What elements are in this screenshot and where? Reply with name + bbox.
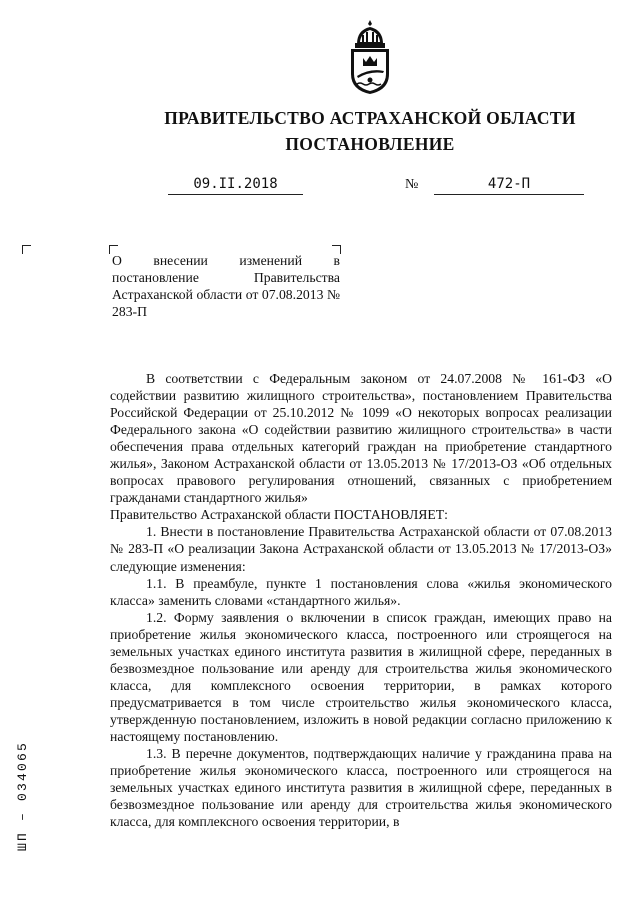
decree-line: Правительство Астраханской области ПОСТАНОВЛЯЕТ:: [110, 507, 448, 523]
document-type: ПОСТАНОВЛЕНИЕ: [285, 134, 455, 154]
document-date: 09.II.2018: [168, 176, 303, 195]
item-1-1-paragraph: 1.1. В преамбуле, пункте 1 постановления слова «жилья экономического класса» заменить словами «стандартного жилья».: [110, 575, 612, 608]
document-subject: О внесении изменений в постановление Правительства Астраханской области от 07.08.2013 № 283-П: [112, 253, 340, 319]
item-1-3-paragraph: 1.3. В перечне документов, подтверждающих наличие у гражданина права на приобретение жилья экономического класса, построенного или строящегося на земельных участках единого института развития в жилищной сфере, переданных в безвозмездное пользование или аренду для строительства жилья экономического класса, для комплексного освоения территории, в: [110, 746, 612, 830]
item-1-2-paragraph: 1.2. Форму заявления о включении в список граждан, имеющих право на приобретение жилья экономического класса, построенного или строящегося на земельных участках единого института развития в жилищной сфере, переданных в безвозмездное пользование или аренду для строительства жилья экономического класса, для комплексного освоения территории, в рамках которого предусматривается в том числе строительство жилья экономического класса, утвержденную постановлением, изложить в новой редакции согласно приложению к настоящему постановлению.: [110, 609, 612, 744]
document-body: [110, 370, 612, 830]
number-sign: №: [405, 177, 419, 192]
preamble-paragraph: В соответствии с Федеральным законом от 24.07.2008 № 161-ФЗ «О содействии развитию жилищного строительства», постановлением Правительства Российской Федерации от 25.10.2012 № 1099 «О некоторых вопросах реализации Федерального закона «О содействии развитию жилищного строительства» в части обеспечения права отдельных категорий граждан на приобретение стандартного жилья», Законом Астраханской области от 13.05.2013 № 17/2013-ОЗ «Об отдельных вопросах правового регулирования отношений, связанных с приобретением гражданами стандартного жилья»: [110, 371, 612, 506]
astrakhan-coat-of-arms-icon: [343, 18, 397, 96]
document-number: 472-П: [434, 176, 584, 195]
organization-title: ПРАВИТЕЛЬСТВО АСТРАХАНСКОЙ ОБЛАСТИ: [164, 108, 576, 128]
corner-mark-left: [22, 245, 31, 254]
item-1-paragraph: 1. Внести в постановление Правительства Астраханской области от 07.08.2013 № 283-П «О реализации Закона Астраханской области от 13.05.2013 № 17/2013-ОЗ» следующие изменения:: [110, 524, 612, 574]
form-serial-code: ШП – 034065: [15, 740, 30, 851]
